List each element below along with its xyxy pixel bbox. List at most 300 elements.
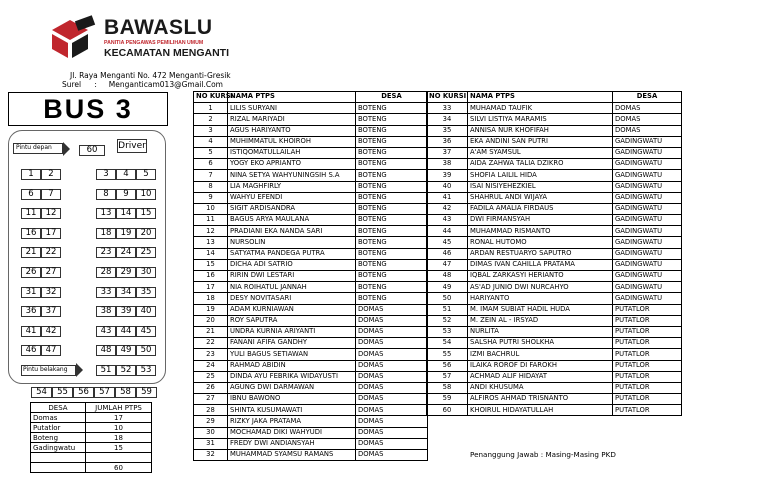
ptps-name: MUHAMAD TAUFIK <box>468 103 613 114</box>
desa-name: DOMAS <box>356 405 428 416</box>
desa-name: DOMAS <box>613 125 682 136</box>
table-row <box>427 405 682 416</box>
ptps-name: MUHAMMAD SYAMSU RAMANS <box>228 450 356 461</box>
desa-name: BOTENG <box>356 114 428 125</box>
table-row <box>194 203 428 214</box>
seat-number: 27 <box>194 394 228 405</box>
bawaslu-logo <box>48 14 230 60</box>
desa-name: DOMAS <box>356 338 428 349</box>
seat-number: 7 <box>194 170 228 181</box>
seat: 14 <box>116 208 136 219</box>
ptps-name: ANNISA NUR KHOFIFAH <box>468 125 613 136</box>
table-row <box>194 371 428 382</box>
ptps-name: DINDA AYU FEBRIKA WIDAYUSTI <box>228 371 356 382</box>
desa-name: BOTENG <box>356 125 428 136</box>
seat-number: 28 <box>194 405 228 416</box>
ptps-name: FANANI AFIFA GANDHY <box>228 338 356 349</box>
ptps-name: DIMAS IVAN CAHILLA PRATAMA <box>468 259 613 270</box>
summary-count: 10 <box>86 423 152 433</box>
desa-name: GADINGWATU <box>613 181 682 192</box>
desa-name: GADINGWATU <box>613 226 682 237</box>
ptps-name: LIA MAGHFIRLY <box>228 181 356 192</box>
seat: 33 <box>96 287 116 298</box>
ptps-name: SILVI LISTIYA MARAMIS <box>468 114 613 125</box>
seat-number: 31 <box>194 438 228 449</box>
desa-name: BOTENG <box>356 293 428 304</box>
seat: 49 <box>116 345 136 356</box>
table-row <box>194 282 428 293</box>
table-row <box>194 103 428 114</box>
seat: 13 <box>96 208 116 219</box>
seat-number: 24 <box>194 360 228 371</box>
bus-seat-map <box>8 130 166 397</box>
ptps-name: DESY NOVITASARI <box>228 293 356 304</box>
ptps-name: SHINTA KUSUMAWATI <box>228 405 356 416</box>
seat-number: 2 <box>194 114 228 125</box>
desa-name: DOMAS <box>356 450 428 461</box>
desa-name: DOMAS <box>613 114 682 125</box>
seat: 46 <box>21 345 41 356</box>
table-row <box>194 114 428 125</box>
ptps-name: LILIS SURYANI <box>228 103 356 114</box>
ptps-name: DWI FIRMANSYAH <box>468 215 613 226</box>
ptps-name: SIGIT ARDISANDRA <box>228 203 356 214</box>
seat-number: 55 <box>427 349 468 360</box>
seat-number: 38 <box>427 159 468 170</box>
desa-name: DOMAS <box>356 382 428 393</box>
desa-name: DOMAS <box>356 304 428 315</box>
seat-number: 44 <box>427 226 468 237</box>
ptps-name: EKA ANDINI SAN PUTRI <box>468 136 613 147</box>
ptps-name: ADAM KURNIAWAN <box>228 304 356 315</box>
summary-desa <box>31 453 86 463</box>
summary-row <box>31 433 152 443</box>
desa-name: DOMAS <box>356 349 428 360</box>
ptps-name: AGUS HARIYANTO <box>228 125 356 136</box>
table-row <box>427 103 682 114</box>
seat-number: 39 <box>427 170 468 181</box>
seat: 43 <box>96 326 116 337</box>
table-row <box>194 394 428 405</box>
table-row <box>194 450 428 461</box>
seat-number: 26 <box>194 382 228 393</box>
seat: 4 <box>116 169 136 180</box>
seat: 44 <box>116 326 136 337</box>
seat-number: 6 <box>194 159 228 170</box>
table-row <box>194 271 428 282</box>
desa-name: DOMAS <box>356 360 428 371</box>
table-row <box>194 349 428 360</box>
summary-count: 15 <box>86 443 152 453</box>
desa-name: PUTATLOR <box>613 360 682 371</box>
seat-number: 18 <box>194 293 228 304</box>
table-row <box>194 326 428 337</box>
seat-number: 42 <box>427 203 468 214</box>
ptps-name: NINA SETYA WAHYUNINGSIH S.A <box>228 170 356 181</box>
desa-name: PUTATLOR <box>613 371 682 382</box>
summary-row <box>31 423 152 433</box>
ptps-name: AGUNG DWI DARMAWAN <box>228 382 356 393</box>
seat: 18 <box>96 228 116 239</box>
seat-number: 49 <box>427 282 468 293</box>
desa-name: BOTENG <box>356 147 428 158</box>
desa-name: DOMAS <box>356 326 428 337</box>
seat-number: 20 <box>194 315 228 326</box>
seat-number: 50 <box>427 293 468 304</box>
summary-desa: Domas <box>31 413 86 423</box>
table-row <box>427 114 682 125</box>
desa-name: BOTENG <box>356 271 428 282</box>
ptps-name: IBNU BAWONO <box>228 394 356 405</box>
desa-name: BOTENG <box>356 136 428 147</box>
desa-name: DOMAS <box>613 103 682 114</box>
seat-number: 56 <box>427 360 468 371</box>
desa-name: BOTENG <box>356 203 428 214</box>
driver-seat: Driver <box>118 141 146 151</box>
table-row <box>194 215 428 226</box>
desa-name: GADINGWATU <box>613 170 682 181</box>
ptps-name: ACHMAD ALIF HIDAYAT <box>468 371 613 382</box>
table-row <box>194 427 428 438</box>
ptps-name: RIRIN DWI LESTARI <box>228 271 356 282</box>
desa-name: PUTATLOR <box>613 349 682 360</box>
seat: 58 <box>115 387 136 398</box>
table-row <box>427 315 682 326</box>
desa-name: PUTATLOR <box>613 338 682 349</box>
seat: 54 <box>31 387 52 398</box>
seat-number: 16 <box>194 271 228 282</box>
ptps-name: NURSOLIN <box>228 237 356 248</box>
org-district: KECAMATAN MENGANTI <box>104 47 230 59</box>
seat: 48 <box>96 345 116 356</box>
seat: 12 <box>41 208 61 219</box>
table-row <box>194 259 428 270</box>
seat: 9 <box>116 189 136 200</box>
ptps-name: PRADIANI EKA NANDA SARI <box>228 226 356 237</box>
seat-number: 23 <box>194 349 228 360</box>
ptps-name: IQBAL ZARKASYI HERIANTO <box>468 271 613 282</box>
table-row <box>427 125 682 136</box>
seat-number: 41 <box>427 192 468 203</box>
table-row <box>427 349 682 360</box>
ptps-name: RONAL HUTOMO <box>468 237 613 248</box>
table-row <box>194 338 428 349</box>
back-door-arrow-head <box>76 363 83 377</box>
ptps-name: MUHIMMATUL KHOIROH <box>228 136 356 147</box>
summary-desa <box>31 463 86 473</box>
ptps-name: ALFIROS AHMAD TRISNANTO <box>468 394 613 405</box>
ptps-name: SHAHRUL ANDI WIJAYA <box>468 192 613 203</box>
summary-count: 60 <box>86 463 152 473</box>
ptps-name: ARDAN RESTUARYO SAPUTRO <box>468 248 613 259</box>
seat: 17 <box>41 228 61 239</box>
desa-name: BOTENG <box>356 181 428 192</box>
seat: 23 <box>96 247 116 258</box>
seat: 34 <box>116 287 136 298</box>
desa-name: DOMAS <box>356 427 428 438</box>
seat: 26 <box>21 267 41 278</box>
seat-number: 36 <box>427 136 468 147</box>
seat: 30 <box>136 267 156 278</box>
seat-number: 10 <box>194 203 228 214</box>
table-row <box>427 338 682 349</box>
ptps-name: NURLITA <box>468 326 613 337</box>
seat: 7 <box>41 189 61 200</box>
table-row <box>427 326 682 337</box>
ptps-name: BAGUS ARYA MAULANA <box>228 215 356 226</box>
seat: 27 <box>41 267 61 278</box>
desa-summary-table <box>30 402 152 473</box>
desa-name: GADINGWATU <box>613 215 682 226</box>
seat-number: 60 <box>427 405 468 416</box>
ptps-name: SALSHA PUTRI SHOLKHA <box>468 338 613 349</box>
back-door-label: Pintu belakang <box>23 366 68 373</box>
seat: 45 <box>136 326 156 337</box>
table-row <box>427 136 682 147</box>
seat-number: 14 <box>194 248 228 259</box>
table-row <box>194 248 428 259</box>
desa-name: BOTENG <box>356 192 428 203</box>
seat: 35 <box>136 287 156 298</box>
seat-number: 30 <box>194 427 228 438</box>
summary-count: 17 <box>86 413 152 423</box>
seat-number: 22 <box>194 338 228 349</box>
seat: 38 <box>96 306 116 317</box>
seat-number: 4 <box>194 136 228 147</box>
ptps-name: MUHAMMAD RISMANTO <box>468 226 613 237</box>
summary-row <box>31 463 152 473</box>
seat-number: 11 <box>194 215 228 226</box>
seat-number: 37 <box>427 147 468 158</box>
table-row <box>427 382 682 393</box>
table-row <box>194 360 428 371</box>
seat-number: 46 <box>427 248 468 259</box>
summary-row <box>31 453 152 463</box>
col-desa: DESA <box>613 92 682 103</box>
seat-number: 32 <box>194 450 228 461</box>
summary-desa: Putatlor <box>31 423 86 433</box>
summary-row <box>31 413 152 423</box>
desa-name: BOTENG <box>356 170 428 181</box>
desa-name: PUTATLOR <box>613 304 682 315</box>
desa-name: PUTATLOR <box>613 382 682 393</box>
seat: 1 <box>21 169 41 180</box>
seat: 21 <box>21 247 41 258</box>
seat-number: 53 <box>427 326 468 337</box>
seat-number: 59 <box>427 394 468 405</box>
seat-number: 15 <box>194 259 228 270</box>
table-row <box>194 147 428 158</box>
desa-name: DOMAS <box>356 438 428 449</box>
table-row <box>427 226 682 237</box>
table-row <box>427 147 682 158</box>
summary-count <box>86 453 152 463</box>
table-row <box>194 159 428 170</box>
table-row <box>194 136 428 147</box>
ptps-name: YULI BAGUS SETIAWAN <box>228 349 356 360</box>
ptps-name: M. IMAM SUBIAT HADIL HUDA <box>468 304 613 315</box>
seat: 8 <box>96 189 116 200</box>
desa-name: GADINGWATU <box>613 282 682 293</box>
ptps-name: ANDI KHUSUMA <box>468 382 613 393</box>
desa-name: DOMAS <box>356 315 428 326</box>
email-separator: : <box>94 80 97 89</box>
seat-number: 43 <box>427 215 468 226</box>
seat: 42 <box>41 326 61 337</box>
seat-number: 21 <box>194 326 228 337</box>
desa-name: BOTENG <box>356 215 428 226</box>
seat: 25 <box>136 247 156 258</box>
desa-name: GADINGWATU <box>613 248 682 259</box>
ptps-name: ISAI NISIYEHEZKIEL <box>468 181 613 192</box>
seat: 53 <box>136 365 156 376</box>
desa-name: GADINGWATU <box>613 259 682 270</box>
ptps-name: RAHMAD ABIDIN <box>228 360 356 371</box>
email-row <box>62 80 223 89</box>
org-subtitle: PANITIA PENGAWAS PEMILIHAN UMUM <box>104 40 204 46</box>
seat: 10 <box>136 189 156 200</box>
ptps-name: RIZAL MARIYADI <box>228 114 356 125</box>
ptps-name: M. ZEIN AL - IRSYAD <box>468 315 613 326</box>
ptps-name: WAHYU EFENDI <box>228 192 356 203</box>
col-no-kursi: NO KURSI <box>194 92 228 103</box>
seat: 20 <box>136 228 156 239</box>
desa-name: GADINGWATU <box>613 147 682 158</box>
table-row <box>427 181 682 192</box>
summary-count: 18 <box>86 433 152 443</box>
col-desa: DESA <box>356 92 428 103</box>
front-door-label: Pintu depan <box>16 144 52 151</box>
bus-title: BUS 3 <box>8 92 168 126</box>
seat-number: 48 <box>427 271 468 282</box>
seat: 57 <box>94 387 115 398</box>
desa-name: BOTENG <box>356 103 428 114</box>
seat-number: 57 <box>427 371 468 382</box>
seat: 24 <box>116 247 136 258</box>
desa-name: PUTATLOR <box>613 394 682 405</box>
table-row <box>194 416 428 427</box>
seat-number: 19 <box>194 304 228 315</box>
seat-number: 1 <box>194 103 228 114</box>
seat-number: 13 <box>194 237 228 248</box>
seat: 31 <box>21 287 41 298</box>
ptps-name: ROY SAPUTRA <box>228 315 356 326</box>
seat: 15 <box>136 208 156 219</box>
table-row <box>427 192 682 203</box>
desa-name: GADINGWATU <box>613 237 682 248</box>
table-row <box>194 438 428 449</box>
desa-name: BOTENG <box>356 159 428 170</box>
summary-row <box>31 443 152 453</box>
table-row <box>427 215 682 226</box>
table-row <box>194 192 428 203</box>
desa-name: GADINGWATU <box>613 203 682 214</box>
ptps-name: DICHA ADI SATRIO <box>228 259 356 270</box>
desa-name: DOMAS <box>356 416 428 427</box>
seat: 50 <box>136 345 156 356</box>
table-row <box>427 259 682 270</box>
seat: 5 <box>136 169 156 180</box>
seat: 19 <box>116 228 136 239</box>
org-name: BAWASLU <box>104 16 213 39</box>
table-row <box>194 237 428 248</box>
summary-header-desa: DESA <box>31 403 86 413</box>
seat: 51 <box>96 365 116 376</box>
desa-name: DOMAS <box>356 394 428 405</box>
table-row <box>427 304 682 315</box>
desa-name: PUTATLOR <box>613 405 682 416</box>
desa-name: GADINGWATU <box>613 271 682 282</box>
seat: 47 <box>41 345 61 356</box>
seat: 6 <box>21 189 41 200</box>
seat: 16 <box>21 228 41 239</box>
seat-number: 12 <box>194 226 228 237</box>
seat: 36 <box>21 306 41 317</box>
seat-number: 58 <box>427 382 468 393</box>
seat-number: 5 <box>194 147 228 158</box>
seat-table-right <box>426 91 682 416</box>
desa-name: BOTENG <box>356 237 428 248</box>
table-row <box>427 293 682 304</box>
desa-name: BOTENG <box>356 226 428 237</box>
summary-desa: Gadingwatu <box>31 443 86 453</box>
ptps-name: FREDY DWI ANDIANSYAH <box>228 438 356 449</box>
seat: 29 <box>116 267 136 278</box>
table-row <box>427 271 682 282</box>
table-row <box>427 282 682 293</box>
seat: 39 <box>116 306 136 317</box>
ptps-name: FADILA AMALIA FIRDAUS <box>468 203 613 214</box>
seat: 2 <box>41 169 61 180</box>
table-row <box>427 203 682 214</box>
desa-name: PUTATLOR <box>613 315 682 326</box>
table-row <box>427 248 682 259</box>
table-row <box>194 226 428 237</box>
seat-number: 35 <box>427 125 468 136</box>
seat-number: 17 <box>194 282 228 293</box>
desa-name: BOTENG <box>356 259 428 270</box>
ptps-name: YOGY EKO APRIANTO <box>228 159 356 170</box>
summary-header-count: JUMLAH PTPS <box>86 403 152 413</box>
desa-name: DOMAS <box>356 371 428 382</box>
seat: 22 <box>41 247 61 258</box>
ptps-name: ILAIKA ROROF DI FAROKH <box>468 360 613 371</box>
ptps-name: AIDA ZAHWA TALIA DZIKRO <box>468 159 613 170</box>
address: Jl. Raya Menganti No. 472 Menganti-Gresik <box>70 71 231 80</box>
ptps-name: KHOIRUL HIDAYATULLAH <box>468 405 613 416</box>
ptps-name: SHOFIA LAILIL HIDA <box>468 170 613 181</box>
responsible-note: Penanggung Jawab : Masing-Masing PKD <box>470 450 616 459</box>
seat: 32 <box>41 287 61 298</box>
desa-name: GADINGWATU <box>613 159 682 170</box>
table-row <box>427 371 682 382</box>
seat-number: 45 <box>427 237 468 248</box>
ptps-name: HARIYANTO <box>468 293 613 304</box>
col-nama-ptps: NAMA PTPS <box>228 92 356 103</box>
email-value: Menganticam013@Gmail.Com <box>108 80 223 89</box>
ptps-name: IZMI BACHRUL <box>468 349 613 360</box>
ptps-name: AS'AD JUNIO DWI NURCAHYO <box>468 282 613 293</box>
seat-number: 52 <box>427 315 468 326</box>
summary-desa: Boteng <box>31 433 86 443</box>
seat: 37 <box>41 306 61 317</box>
seat-number: 47 <box>427 259 468 270</box>
table-row <box>427 394 682 405</box>
seat-number: 3 <box>194 125 228 136</box>
table-row <box>194 293 428 304</box>
seat: 59 <box>136 387 157 398</box>
seat-number: 40 <box>427 181 468 192</box>
